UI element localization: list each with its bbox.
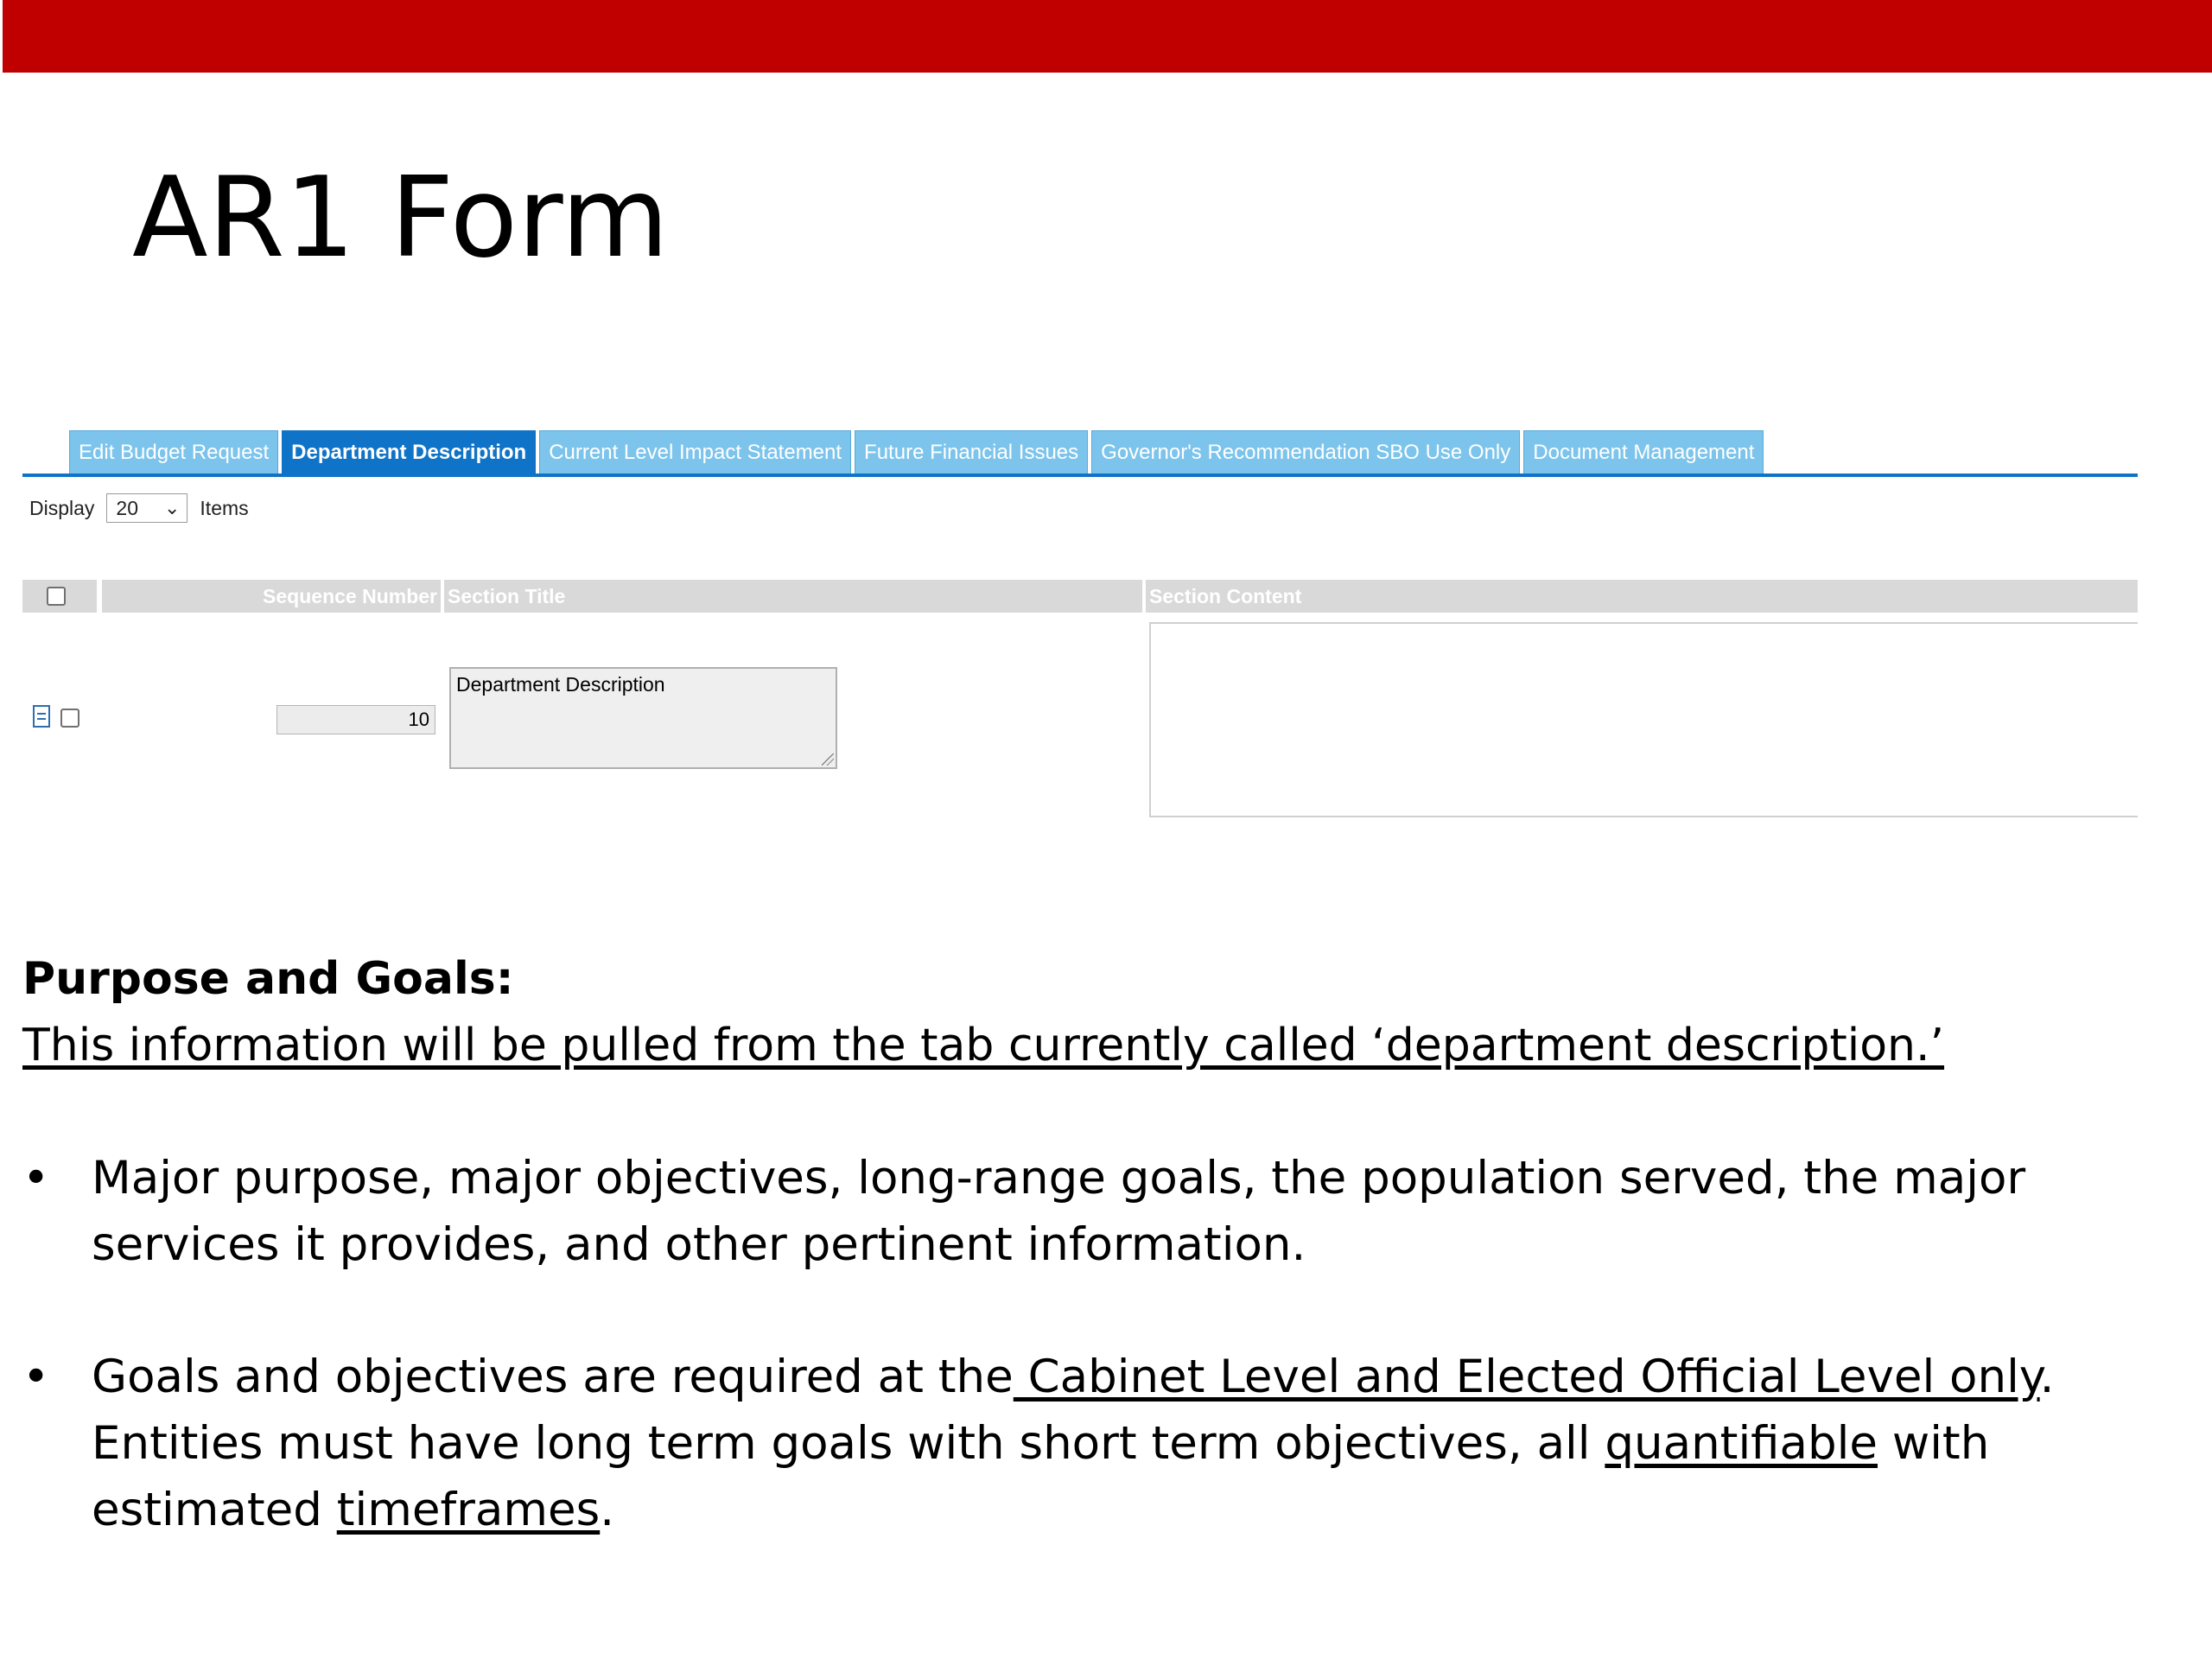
tab-edit-budget-request[interactable]: Edit Budget Request <box>69 430 278 474</box>
tab-underline <box>22 474 2138 477</box>
bullet-list <box>22 1145 2200 1609</box>
resize-handle[interactable] <box>822 753 834 766</box>
tab-current-level-impact-statement[interactable]: Current Level Impact Statement <box>539 430 851 474</box>
section-content-editor[interactable] <box>1149 622 2138 817</box>
items-label: Items <box>200 496 249 519</box>
header-sequence-number[interactable]: Sequence Number <box>102 580 441 613</box>
bullet-text <box>92 1344 2200 1543</box>
bullet-dot-icon: • <box>22 1152 50 1205</box>
purpose-heading: Purpose and Goals: <box>22 953 514 1005</box>
ar1-form-screenshot <box>22 430 2138 828</box>
grid-header <box>22 580 2138 613</box>
top-accent-bar <box>3 0 2212 73</box>
bullet-text-part: . <box>600 1484 615 1536</box>
sequence-number-input[interactable]: 10 <box>276 705 435 734</box>
header-section-title[interactable]: Section Title <box>444 580 1142 613</box>
header-section-content[interactable]: Section Content <box>1146 580 2138 613</box>
bullet-item <box>22 1344 2200 1543</box>
purpose-subheading: This information will be pulled from the tab currently called ‘department description.’ <box>22 1020 1945 1071</box>
section-title-textarea[interactable] <box>449 667 837 769</box>
tab-document-management[interactable]: Document Management <box>1523 430 1764 474</box>
bullet-text: Major purpose, major objectives, long-range goals, the population served, the major services it provides, and other pertinent information. <box>92 1152 2026 1271</box>
emphasis-quantifiable: quantifiable <box>1605 1417 1878 1470</box>
bullet-item <box>22 1145 2200 1278</box>
document-icon[interactable] <box>33 705 50 728</box>
items-per-page-value: 20 <box>116 496 139 519</box>
display-label: Display <box>29 496 95 519</box>
bullet-text-part: Goals and objectives are required at the <box>92 1351 1014 1403</box>
row-checkbox[interactable] <box>60 709 79 728</box>
display-count-row <box>29 491 249 525</box>
chevron-down-icon: ⌄ <box>163 497 181 518</box>
header-select-cell <box>22 580 97 613</box>
bullet-text-part: with estimated <box>92 1417 1990 1536</box>
emphasis-timeframes: timeframes <box>336 1484 601 1536</box>
tab-future-financial-issues[interactable]: Future Financial Issues <box>855 430 1088 474</box>
tab-governors-recommendation[interactable]: Governor's Recommendation SBO Use Only <box>1091 430 1520 474</box>
bullet-text-part: . Entities must have long term goals with short term objectives, all <box>92 1351 2055 1470</box>
emphasis-cabinet-level: Cabinet Level and Elected Official Level only <box>1013 1351 2040 1403</box>
section-title-value: Department Description <box>456 673 665 696</box>
slide-title: AR1 Form <box>132 154 670 283</box>
tab-strip <box>69 430 1764 474</box>
select-all-checkbox[interactable] <box>47 587 66 606</box>
bullet-dot-icon: • <box>22 1351 50 1403</box>
items-per-page-select[interactable] <box>106 493 188 523</box>
tab-department-description[interactable]: Department Description <box>282 430 536 474</box>
